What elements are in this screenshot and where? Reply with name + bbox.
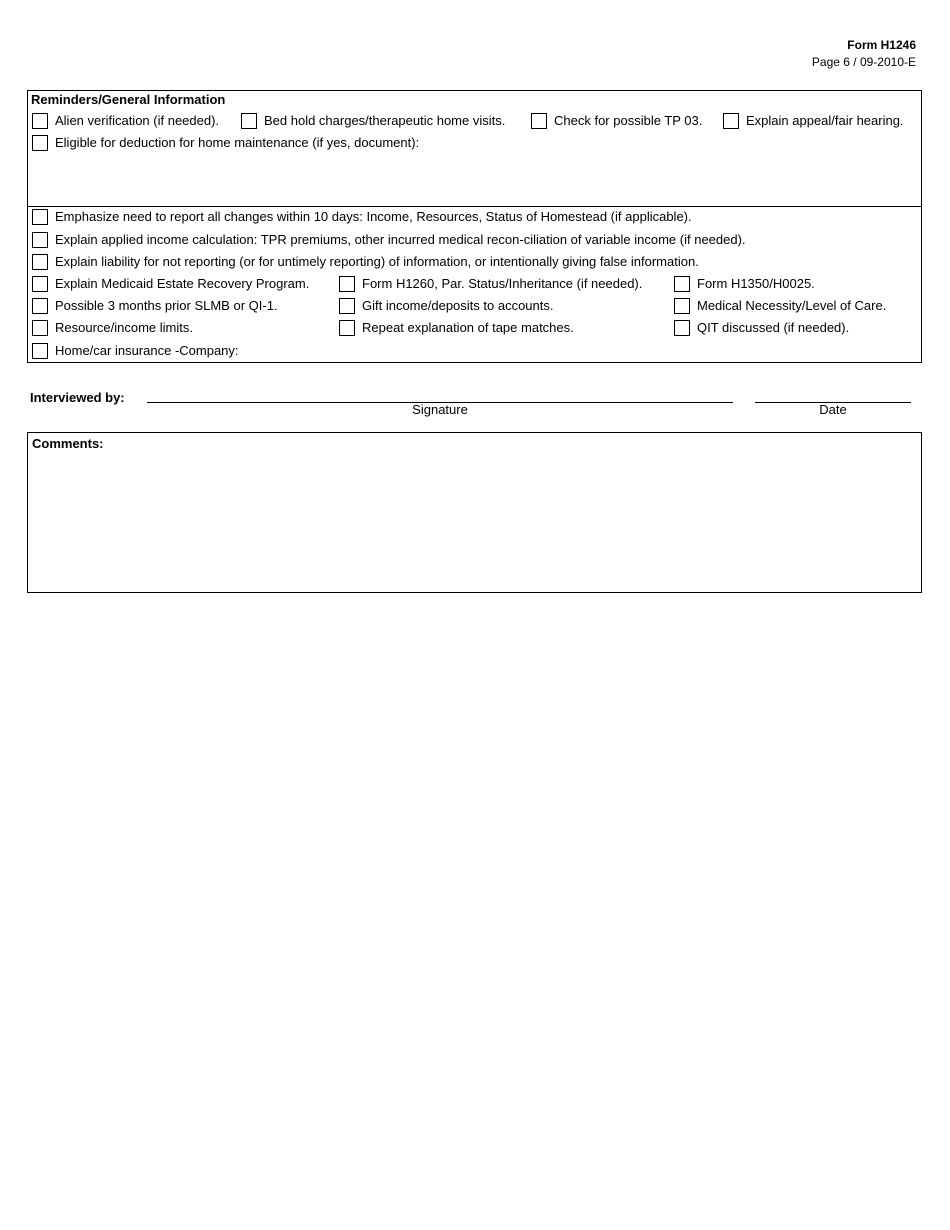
slmb-checkbox[interactable] (32, 298, 48, 314)
interviewed-by-label: Interviewed by: (30, 390, 125, 405)
home-maintenance-checkbox[interactable] (32, 135, 48, 151)
home-maintenance-item (32, 132, 419, 154)
reminders-section (27, 90, 922, 363)
comments-title: Comments: (32, 436, 104, 451)
checkbox-label: Medical Necessity/Level of Care. (697, 298, 887, 313)
checkbox-label: Possible 3 months prior SLMB or QI-1. (55, 298, 278, 313)
tp03-checkbox[interactable] (531, 113, 547, 129)
form-number: Form H1246 (847, 38, 916, 52)
signature-caption: Signature (412, 402, 468, 417)
reminders-title: Reminders/General Information (31, 92, 226, 107)
reminders-row-5 (28, 251, 921, 273)
form-h1350-item (674, 273, 815, 295)
reminders-row-4 (28, 229, 921, 251)
checkbox-label: Explain Medicaid Estate Recovery Program. (55, 276, 310, 291)
checkbox-label: Gift income/deposits to accounts. (362, 298, 554, 313)
checkbox-label: Emphasize need to report all changes within 10 days: Income, Resources, Status of Homestead (if applicable). (55, 209, 692, 224)
checkbox-label: Resource/income limits. (55, 320, 193, 335)
reminders-grid-row-1 (28, 273, 921, 295)
estate-recovery-checkbox[interactable] (32, 276, 48, 292)
qit-item (674, 317, 849, 339)
form-h1350-checkbox[interactable] (674, 276, 690, 292)
checkbox-label: Form H1350/H0025. (697, 276, 815, 291)
checkbox-label: Alien verification (if needed). (55, 113, 220, 128)
bed-hold-checkbox[interactable] (241, 113, 257, 129)
reminders-row-2 (28, 132, 921, 154)
tp03-item (531, 110, 702, 132)
checkbox-label: Form H1260, Par. Status/Inheritance (if needed). (362, 276, 643, 291)
reminders-row-last (28, 340, 921, 362)
appeal-item (723, 110, 904, 132)
reminders-row-3 (28, 206, 921, 228)
medical-necessity-checkbox[interactable] (674, 298, 690, 314)
slmb-item (32, 295, 278, 317)
insurance-checkbox[interactable] (32, 343, 48, 359)
insurance-item (32, 340, 239, 362)
checkbox-label: Explain appeal/fair hearing. (746, 113, 904, 128)
applied-income-item (32, 229, 746, 251)
qit-checkbox[interactable] (674, 320, 690, 336)
checkbox-label: QIT discussed (if needed). (697, 320, 850, 335)
checkbox-label: Explain applied income calculation: TPR premiums, other incurred medical recon-ciliation of variable income (if needed). (55, 232, 746, 247)
page-info: Page 6 / 09-2010-E (811, 55, 916, 69)
checkbox-label: Repeat explanation of tape matches. (362, 320, 574, 335)
appeal-checkbox[interactable] (723, 113, 739, 129)
bed-hold-item (241, 110, 505, 132)
gift-income-item (339, 295, 553, 317)
form-h1260-checkbox[interactable] (339, 276, 355, 292)
medical-necessity-item (674, 295, 886, 317)
reminders-row-1 (28, 110, 921, 132)
resource-limits-checkbox[interactable] (32, 320, 48, 336)
report-changes-checkbox[interactable] (32, 209, 48, 225)
liability-checkbox[interactable] (32, 254, 48, 270)
report-changes-item (32, 206, 692, 228)
alien-verification-item (32, 110, 219, 132)
reminders-grid-row-3 (28, 317, 921, 339)
liability-item (32, 251, 699, 273)
tape-matches-item (339, 317, 574, 339)
estate-recovery-item (32, 273, 309, 295)
date-caption: Date (819, 402, 847, 417)
applied-income-checkbox[interactable] (32, 232, 48, 248)
gift-income-checkbox[interactable] (339, 298, 355, 314)
checkbox-label: Bed hold charges/therapeutic home visits. (264, 113, 506, 128)
checkbox-label: Check for possible TP 03. (554, 113, 703, 128)
resource-limits-item (32, 317, 193, 339)
comments-box[interactable] (27, 432, 922, 593)
checkbox-label: Eligible for deduction for home maintenance (if yes, document): (55, 135, 420, 150)
checkbox-label: Home/car insurance -Company: (55, 343, 239, 358)
checkbox-label: Explain liability for not reporting (or for untimely reporting) of information, or intentionally giving false information. (55, 254, 699, 269)
alien-verification-checkbox[interactable] (32, 113, 48, 129)
reminders-grid-row-2 (28, 295, 921, 317)
tape-matches-checkbox[interactable] (339, 320, 355, 336)
form-h1260-item (339, 273, 642, 295)
